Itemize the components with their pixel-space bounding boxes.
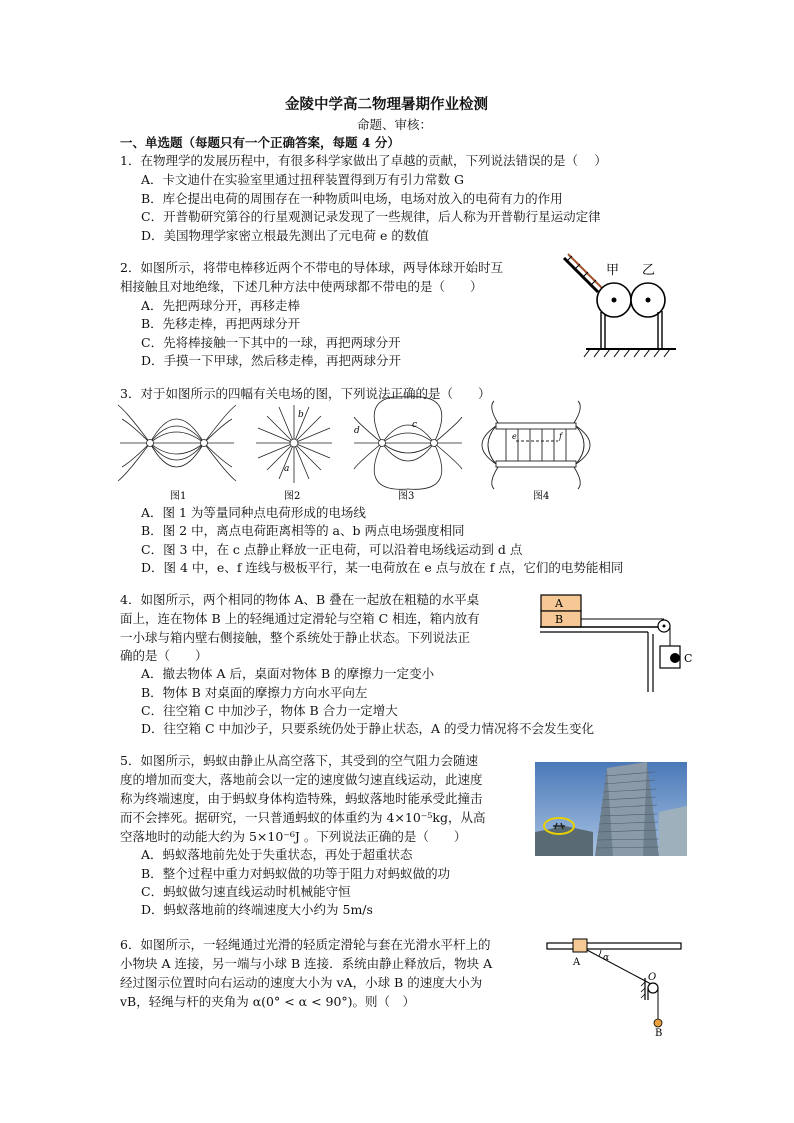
q6-stem-line3: 经过图示位置时向右运动的速度大小为 vA，小球 B 的速度大小为 — [120, 975, 483, 990]
q3-option-d: D．图 4 中，e、f 连线与极板平行，某一电荷放在 e 点与放在 f 点，它们的电势能相同 — [141, 560, 624, 575]
q2-figure — [560, 252, 680, 367]
q2-stem-line1: 2．如图所示，将带电棒移近两个不带电的导体球，两导体球开始时互 — [120, 260, 503, 275]
q1-option-c: C．开普勒研究第谷的行星观测记录发现了一些规律，后人称为开普勒行星运动定律 — [141, 209, 601, 224]
q3-option-c: C．图 3 中，在 c 点静止释放一正电荷，可以沿着电场线运动到 d 点 — [141, 542, 523, 557]
ball-b-label: B — [655, 1028, 663, 1039]
point-a-label: a — [284, 464, 290, 474]
q1-option-b: B．库仑提出电荷的周围存在一种物质叫电场，电场对放入的电荷有力的作用 — [141, 191, 563, 206]
fig4-label: 图4 — [533, 491, 550, 502]
ball-b — [654, 1019, 662, 1027]
ball-in-box — [670, 653, 680, 663]
q2-option-c: C．先将棒接触一下其中的一球，再把两球分开 — [141, 335, 401, 350]
q1-stem: 1．在物理学的发展历程中，有很多科学家做出了卓越的贡献，下列说法错误的是（ ） — [120, 153, 607, 168]
block-a-label: A — [573, 957, 581, 968]
stand-right — [658, 311, 662, 348]
horizontal-rod — [547, 943, 681, 949]
angle-alpha-label: α — [603, 953, 610, 963]
q5-stem-line2: 度的增加而变大，落地前会以一定的速度做匀速直线运动，此速度 — [120, 772, 483, 787]
point-d-label: d — [354, 426, 360, 436]
rope — [587, 950, 651, 984]
q4-stem-line1: 4．如图所示，两个相同的物体 A、B 叠在一起放在粗糙的水平桌 — [120, 592, 480, 607]
box-c-label: C — [684, 652, 693, 665]
q5-option-b: B．整个过程中重力对蚂蚁做的功等于阻力对蚂蚁做的功 — [141, 866, 451, 881]
q2-option-d: D．手摸一下甲球，然后移走棒，再把两球分开 — [141, 353, 402, 368]
stand-left — [601, 312, 605, 348]
block-a — [573, 939, 587, 952]
q3-option-b: B．图 2 中，离点电荷距离相等的 a、b 两点电场强度相同 — [141, 523, 465, 538]
q5-option-a: A．蚂蚁落地前先处于失重状态，再处于超重状态 — [141, 847, 413, 862]
q5-option-d: D．蚂蚁落地前的终端速度大小约为 5m/s — [141, 902, 373, 917]
q6-stem-line2: 小物块 A 连接，另一端与小球 B 连接．系统由静止释放后，物块 A — [120, 956, 493, 971]
point-f-label: f — [559, 432, 562, 441]
field-figure-3 — [354, 397, 462, 490]
q4-stem-line4: 确的是（ ） — [120, 648, 208, 663]
page-subtitle: 命题、审核： — [357, 117, 433, 132]
q6-stem-line1: 6．如图所示，一轻绳通过光滑的轻质定滑轮与套在光滑水平杆上的 — [120, 937, 491, 952]
section-heading: 一、单选题（每题只有一个正确答案，每题 4 分） — [120, 135, 400, 150]
point-b-label: b — [298, 410, 304, 420]
q1-option-d: D．美国物理学家密立根最先测出了元电荷 e 的数值 — [141, 228, 429, 243]
q2-option-a: A．先把两球分开，再移走棒 — [141, 298, 301, 313]
q2-stem-line2: 相接触且对地绝缘，下述几种方法中使两球都不带电的是（ ） — [120, 279, 483, 294]
q5-building-photo — [535, 762, 687, 856]
q3-figures — [118, 403, 593, 503]
q4-option-c: C．往空箱 C 中加沙子，物体 B 合力一定增大 — [141, 703, 398, 718]
q3-option-a: A．图 1 为等量同种点电荷形成的电场线 — [141, 505, 366, 520]
block-a-label: A — [555, 597, 563, 610]
block-b-label: B — [555, 613, 564, 626]
q1-option-a: A．卡文迪什在实验室里通过扭秤装置得到万有引力常数 G — [141, 172, 464, 187]
label-jia: 甲 — [606, 263, 620, 278]
q6-figure — [545, 936, 685, 1039]
label-yi: 乙 — [642, 263, 656, 278]
q5-stem-line3: 称为终端速度，由于蚂蚁身体构造特殊，蚂蚁落地时能承受此撞击 — [120, 791, 483, 806]
page-title: 金陵中学高二物理暑期作业检测 — [285, 96, 488, 113]
point-c-label: c — [412, 420, 418, 430]
pulley-o-label: O — [648, 972, 657, 983]
field-figure-4 — [482, 401, 590, 489]
q4-figure — [540, 594, 700, 694]
q6-stem-line4: vB，轻绳与杆的夹角为 α(0° < α < 90°)。则（ ） — [120, 994, 416, 1009]
pulley-o — [648, 983, 658, 993]
q5-stem-line4: 而不会摔死。据研究，一只普通蚂蚁的体重约为 4×10⁻⁵kg，从高 — [120, 810, 486, 825]
q3-stem: 3．对于如图所示的四幅有关电场的图，下列说法正确的是（ ） — [120, 386, 491, 401]
point-e-label: e — [512, 432, 517, 441]
q4-option-b: B．物体 B 对桌面的摩擦力方向水平向左 — [141, 685, 368, 700]
field-figure-2 — [256, 405, 332, 483]
q4-option-d: D．往空箱 C 中加沙子，只要系统仍处于静止状态，A 的受力情况将不会发生变化 — [141, 721, 595, 736]
q5-stem-line1: 5．如图所示，蚂蚁由静止从高空落下，其受到的空气阻力会随速 — [120, 753, 478, 768]
fig3-label: 图3 — [398, 491, 415, 502]
q4-stem-line3: 一小球与箱内壁右侧接触，整个系统处于静止状态。下列说法正 — [120, 630, 471, 645]
q4-stem-line2: 面上，连在物体 B 上的轻绳通过定滑轮与空箱 C 相连，箱内放有 — [120, 611, 480, 626]
q2-option-b: B．先移走棒，再把两球分开 — [141, 316, 301, 331]
fig2-label: 图2 — [284, 491, 301, 502]
q5-option-c: C．蚂蚁做匀速直线运动时机械能守恒 — [141, 884, 351, 899]
fig1-label: 图1 — [170, 491, 187, 502]
field-figure-1 — [118, 405, 236, 481]
q4-option-a: A．撤去物体 A 后，桌面对物体 B 的摩擦力一定变小 — [141, 666, 435, 681]
q5-stem-line5: 空落地时的动能大约为 5×10⁻⁶J 。下列说法正确的是（ ） — [120, 829, 467, 844]
charged-rod — [564, 254, 602, 292]
